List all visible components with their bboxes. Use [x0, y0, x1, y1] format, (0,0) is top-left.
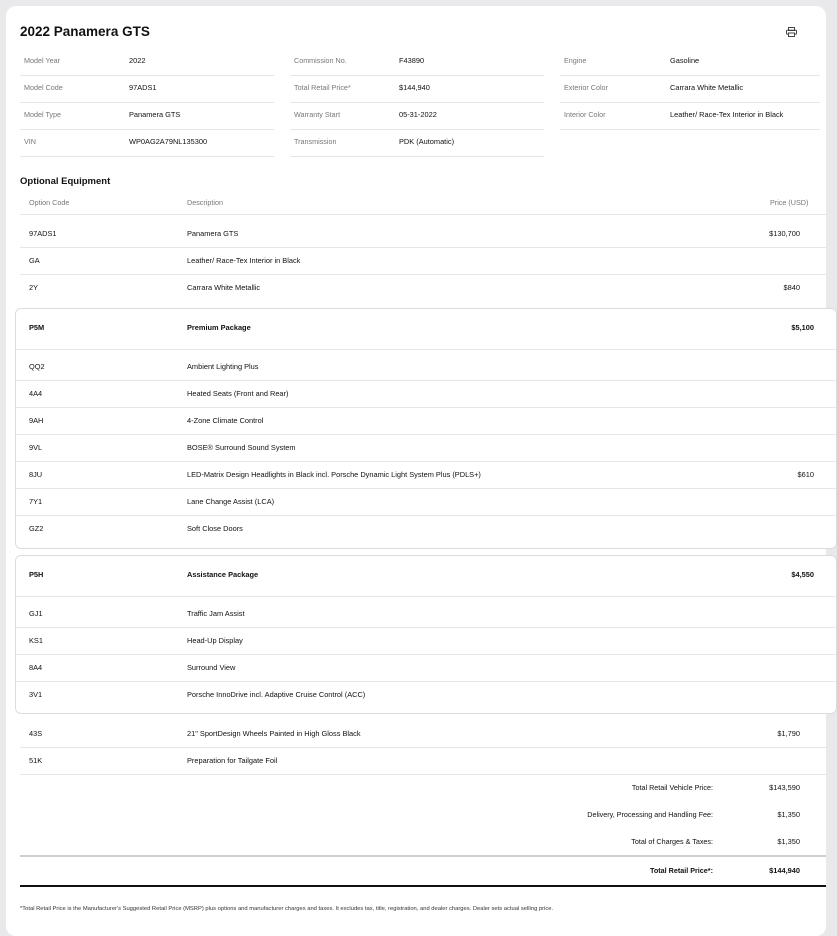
option-code: 43S: [29, 729, 43, 738]
window-sticker-card: [6, 6, 826, 936]
package-price: $4,550: [791, 570, 814, 579]
section-title-optional-equipment: Optional Equipment: [20, 176, 111, 187]
option-description: BOSE® Surround Sound System: [187, 443, 296, 452]
option-description: Soft Close Doors: [187, 524, 243, 533]
spec-label: Interior Color: [564, 110, 606, 119]
summary-row-vehicle-price: [20, 774, 826, 801]
total-label: Total Retail Price*:: [650, 866, 713, 875]
spec-value: PDK (Automatic): [399, 137, 455, 146]
summary-label: Total of Charges & Taxes:: [631, 837, 713, 846]
summary-row-delivery-fee: [20, 801, 826, 828]
spec-value: 97ADS1: [129, 83, 157, 92]
spec-label: Model Year: [24, 56, 60, 65]
spec-exterior-color: [560, 75, 820, 103]
printer-icon[interactable]: [786, 24, 797, 42]
table-row: [20, 720, 826, 748]
package-item-row: [16, 600, 836, 628]
option-code: GA: [29, 256, 40, 265]
option-code: 97ADS1: [29, 229, 57, 238]
option-description: LED-Matrix Design Headlights in Black incl. Porsche Dynamic Light System Plus (PDLS+): [187, 470, 481, 479]
spec-total-retail-price: [290, 75, 544, 103]
spec-value: $144,940: [399, 83, 430, 92]
option-code: GZ2: [29, 524, 44, 533]
spec-interior-color: [560, 102, 820, 130]
package-description: Assistance Package: [187, 570, 259, 579]
option-code: 51K: [29, 756, 43, 765]
spec-label: Commission No.: [294, 56, 347, 65]
summary-label: Total Retail Vehicle Price:: [631, 783, 713, 792]
spec-warranty-start: [290, 102, 544, 130]
summary-value: $143,590: [769, 783, 800, 792]
option-code: KS1: [29, 636, 43, 645]
summary-row-charges-taxes: [20, 828, 826, 855]
spec-label: Engine: [564, 56, 587, 65]
option-code: 9AH: [29, 416, 44, 425]
spec-label: VIN: [24, 137, 36, 146]
summary-value: $1,350: [777, 810, 800, 819]
option-description: Heated Seats (Front and Rear): [187, 389, 289, 398]
total-value: $144,940: [769, 866, 800, 875]
package-description: Premium Package: [187, 323, 251, 332]
option-description: Leather/ Race-Tex Interior in Black: [187, 256, 301, 265]
package-item-row: [16, 515, 836, 542]
spec-value: Leather/ Race-Tex Interior in Black: [670, 110, 784, 119]
option-price: $610: [797, 470, 814, 479]
package-item-row: [16, 380, 836, 408]
column-header-description: Description: [187, 198, 223, 207]
spec-label: Warranty Start: [294, 110, 341, 119]
column-header-code: Option Code: [29, 198, 70, 207]
package-item-row: [16, 461, 836, 489]
option-description: Lane Change Assist (LCA): [187, 497, 275, 506]
spec-label: Exterior Color: [564, 83, 608, 92]
package-item-row: [16, 654, 836, 682]
package-header[interactable]: [16, 556, 836, 597]
table-row: [20, 247, 826, 275]
spec-value: WP0AG2A79NL135300: [129, 137, 208, 146]
package-item-row: [16, 681, 836, 708]
option-code: GJ1: [29, 609, 43, 618]
option-description: 4-Zone Climate Control: [187, 416, 264, 425]
spec-value: Gasoline: [670, 56, 700, 65]
package-item-row: [16, 488, 836, 516]
package-item-row: [16, 627, 836, 655]
option-code: QQ2: [29, 362, 45, 371]
table-header-row: [20, 190, 826, 215]
spec-label: Total Retail Price*: [294, 83, 351, 92]
summary-label: Delivery, Processing and Handling Fee:: [587, 810, 713, 819]
option-price: $130,700: [769, 229, 800, 238]
option-code: 9VL: [29, 443, 43, 452]
page-title: 2022 Panamera GTS: [20, 24, 150, 39]
table-row: [20, 220, 826, 248]
option-code: 8JU: [29, 470, 43, 479]
spec-value: Panamera GTS: [129, 110, 181, 119]
option-description: Panamera GTS: [187, 229, 239, 238]
option-description: Traffic Jam Assist: [187, 609, 245, 618]
package-assistance: [15, 555, 837, 714]
option-description: 21" SportDesign Wheels Painted in High Gloss Black: [187, 729, 361, 738]
spec-model-year: [20, 48, 274, 76]
spec-vin: [20, 129, 274, 157]
spec-value: F43890: [399, 56, 425, 65]
spec-value: 05-31-2022: [399, 110, 437, 119]
option-description: Carrara White Metallic: [187, 283, 261, 292]
option-description: Head-Up Display: [187, 636, 243, 645]
price-footnote: *Total Retail Price is the Manufacturer's Suggested Retail Price (MSRP) plus options and manufacturer charges and taxes. It excludes tax, title, registration, and dealer charges. Dealer sets actual selling price.: [20, 906, 554, 912]
spec-label: Model Type: [24, 110, 62, 119]
package-price: $5,100: [791, 323, 814, 332]
package-premium: [15, 308, 837, 549]
option-code: 3V1: [29, 690, 43, 699]
spec-commission-no: [290, 48, 544, 76]
summary-value: $1,350: [777, 837, 800, 846]
spec-engine: [560, 48, 820, 76]
spec-model-type: [20, 102, 274, 130]
spec-value: 2022: [129, 56, 146, 65]
package-item-row: [16, 407, 836, 435]
option-description: Preparation for Tailgate Foil: [187, 756, 278, 765]
package-header[interactable]: [16, 309, 836, 350]
package-item-row: [16, 353, 836, 381]
option-code: 2Y: [29, 283, 39, 292]
option-price: $840: [783, 283, 800, 292]
package-code: P5H: [29, 570, 44, 579]
table-row: [20, 274, 826, 301]
option-description: Ambient Lighting Plus: [187, 362, 259, 371]
table-row: [20, 747, 826, 775]
spec-label: Transmission: [294, 137, 337, 146]
column-header-price: Price (USD): [770, 198, 809, 207]
spec-model-code: [20, 75, 274, 103]
package-item-row: [16, 434, 836, 462]
total-retail-price-row: [20, 855, 826, 887]
spec-label: Model Code: [24, 83, 63, 92]
option-description: Surround View: [187, 663, 236, 672]
spec-transmission: [290, 129, 544, 157]
spec-value: Carrara White Metallic: [670, 83, 744, 92]
option-price: $1,790: [777, 729, 800, 738]
option-code: 4A4: [29, 389, 43, 398]
package-code: P5M: [29, 323, 45, 332]
option-code: 8A4: [29, 663, 43, 672]
option-description: Porsche InnoDrive incl. Adaptive Cruise Control (ACC): [187, 690, 366, 699]
option-code: 7Y1: [29, 497, 43, 506]
